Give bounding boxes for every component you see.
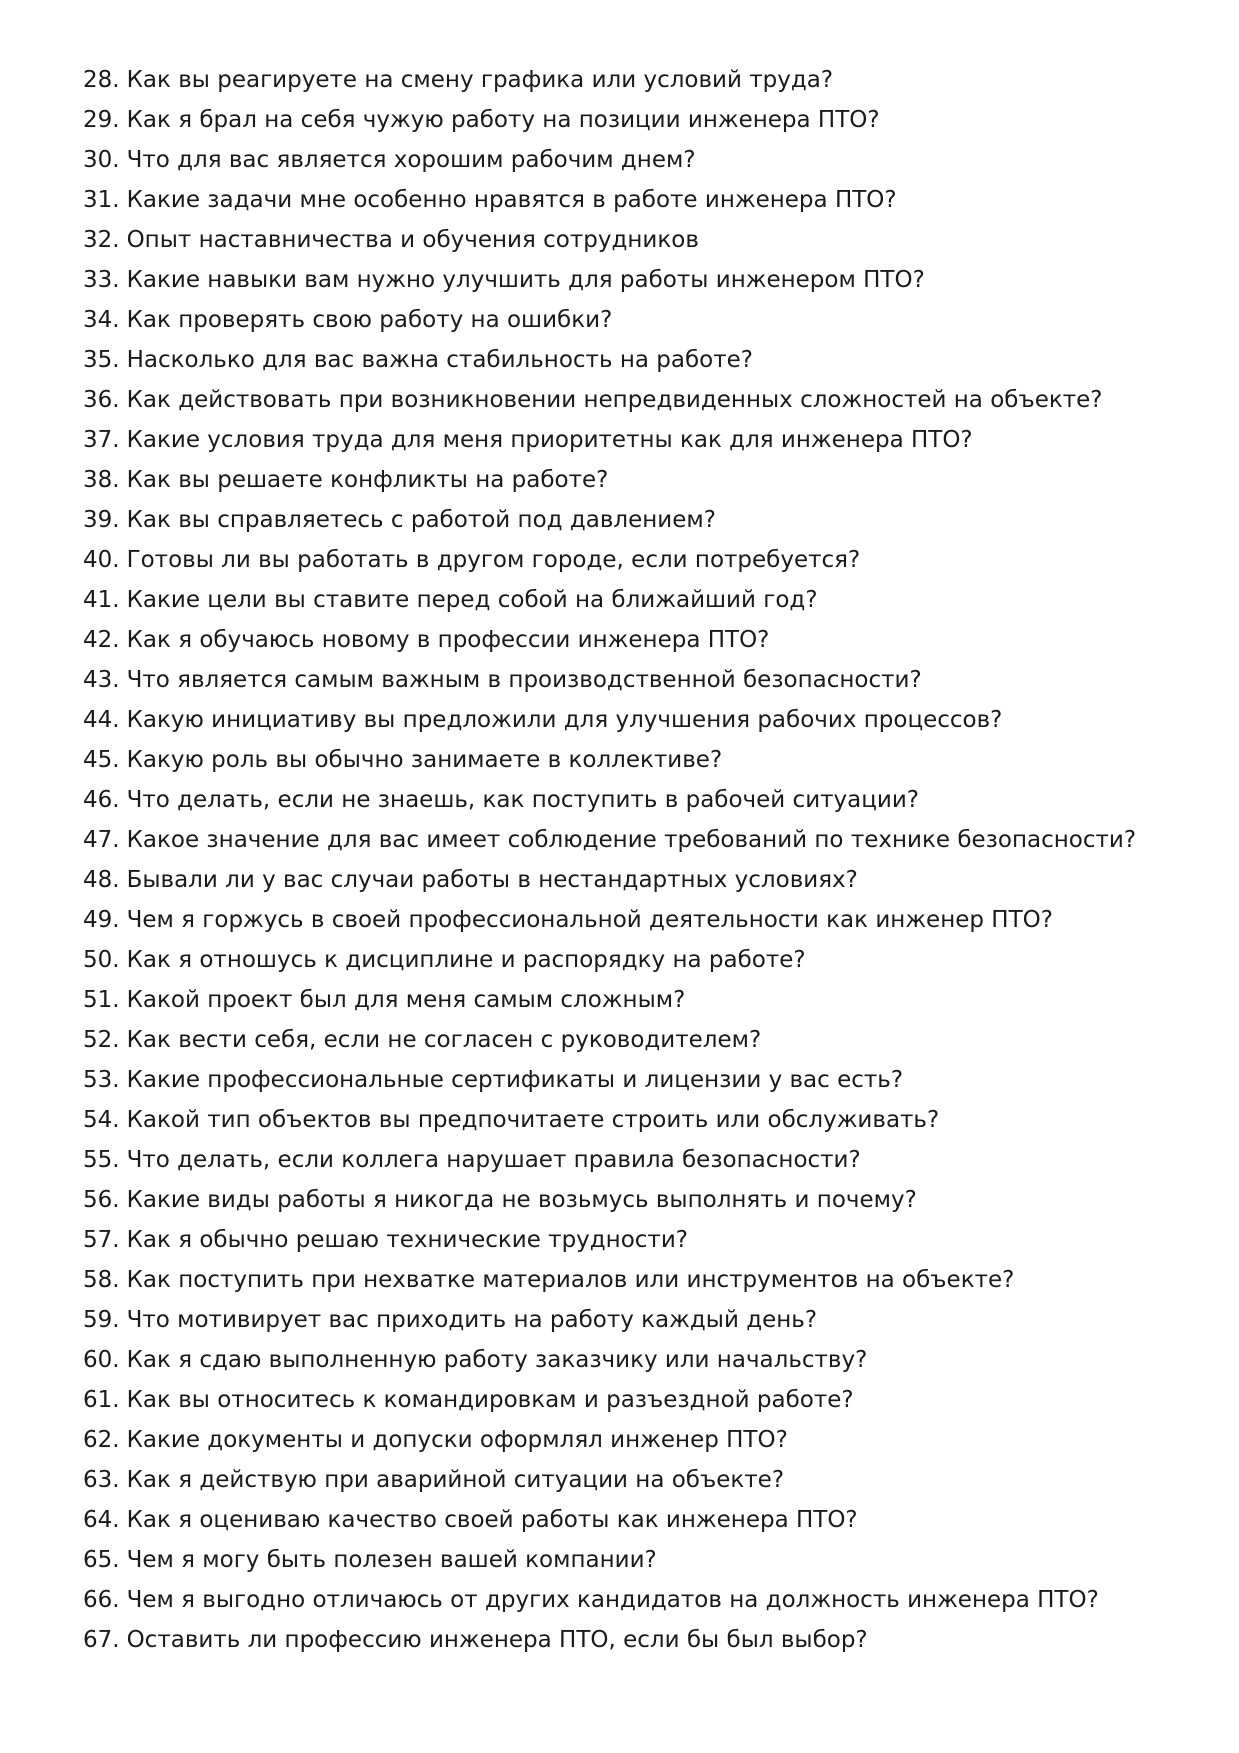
question-text: Чем я могу быть полезен вашей компании? [126, 1547, 657, 1573]
question-number: 32. [83, 227, 120, 253]
question-text: Какие документы и допуски оформлял инженер ПТО? [126, 1427, 788, 1453]
question-number: 54. [83, 1107, 120, 1133]
question-text: Оставить ли профессию инженера ПТО, если бы был выбор? [126, 1627, 868, 1653]
question-text: Как вести себя, если не согласен с руководителем? [126, 1027, 762, 1053]
question-text: Какие цели вы ставите перед собой на ближайший год? [126, 587, 818, 613]
question-number: 41. [83, 587, 120, 613]
list-item [83, 1220, 1183, 1260]
question-text: Какие профессиональные сертификаты и лицензии у вас есть? [126, 1067, 904, 1093]
question-text: Как поступить при нехватке материалов или инструментов на объекте? [126, 1267, 1015, 1293]
question-number: 29. [83, 107, 120, 133]
list-item [83, 1380, 1183, 1420]
list-item [83, 620, 1183, 660]
question-number: 38. [83, 467, 120, 493]
question-text: Чем я выгодно отличаюсь от других кандидатов на должность инженера ПТО? [126, 1587, 1099, 1613]
question-number: 48. [83, 867, 120, 893]
question-number: 50. [83, 947, 120, 973]
question-text: Как проверять свою работу на ошибки? [126, 307, 613, 333]
list-item [83, 1060, 1183, 1100]
question-number: 62. [83, 1427, 120, 1453]
question-number: 57. [83, 1227, 120, 1253]
question-text: Какую инициативу вы предложили для улучшения рабочих процессов? [126, 707, 1003, 733]
list-item [83, 580, 1183, 620]
list-item [83, 700, 1183, 740]
question-text: Какие виды работы я никогда не возьмусь выполнять и почему? [126, 1187, 917, 1213]
list-item [83, 860, 1183, 900]
question-number: 35. [83, 347, 120, 373]
list-item [83, 1620, 1183, 1660]
list-item [83, 300, 1183, 340]
question-text: Как вы решаете конфликты на работе? [126, 467, 609, 493]
list-item [83, 420, 1183, 460]
question-text: Как я отношусь к дисциплине и распорядку на работе? [126, 947, 806, 973]
question-number: 37. [83, 427, 120, 453]
question-list [83, 60, 1183, 1660]
question-text: Бывали ли у вас случаи работы в нестандартных условиях? [126, 867, 858, 893]
question-number: 52. [83, 1027, 120, 1053]
question-number: 42. [83, 627, 120, 653]
question-text: Что для вас является хорошим рабочим днем? [126, 147, 696, 173]
question-number: 36. [83, 387, 120, 413]
question-number: 46. [83, 787, 120, 813]
question-text: Что является самым важным в производственной безопасности? [126, 667, 922, 693]
question-number: 66. [83, 1587, 120, 1613]
question-number: 47. [83, 827, 120, 853]
question-number: 31. [83, 187, 120, 213]
question-text: Какое значение для вас имеет соблюдение требований по технике безопасности? [126, 827, 1137, 853]
list-item [83, 740, 1183, 780]
list-item [83, 180, 1183, 220]
question-number: 55. [83, 1147, 120, 1173]
question-number: 33. [83, 267, 120, 293]
list-item [83, 1020, 1183, 1060]
question-number: 53. [83, 1067, 120, 1093]
question-number: 34. [83, 307, 120, 333]
question-number: 40. [83, 547, 120, 573]
question-text: Как я обучаюсь новому в профессии инженера ПТО? [126, 627, 770, 653]
question-text: Как вы справляетесь с работой под давлением? [126, 507, 716, 533]
question-text: Насколько для вас важна стабильность на работе? [126, 347, 753, 373]
question-text: Как я обычно решаю технические трудности? [126, 1227, 688, 1253]
list-item [83, 100, 1183, 140]
list-item [83, 660, 1183, 700]
question-text: Как вы относитесь к командировкам и разъездной работе? [126, 1387, 854, 1413]
question-number: 63. [83, 1467, 120, 1493]
list-item [83, 540, 1183, 580]
question-number: 58. [83, 1267, 120, 1293]
question-number: 64. [83, 1507, 120, 1533]
question-text: Что делать, если не знаешь, как поступить в рабочей ситуации? [126, 787, 920, 813]
question-text: Какие задачи мне особенно нравятся в работе инженера ПТО? [126, 187, 897, 213]
question-number: 28. [83, 67, 120, 93]
list-item [83, 1500, 1183, 1540]
question-text: Какой проект был для меня самым сложным? [126, 987, 686, 1013]
question-text: Чем я горжусь в своей профессиональной деятельности как инженер ПТО? [126, 907, 1053, 933]
question-text: Готовы ли вы работать в другом городе, если потребуется? [126, 547, 861, 573]
list-item [83, 460, 1183, 500]
question-number: 44. [83, 707, 120, 733]
question-number: 39. [83, 507, 120, 533]
question-number: 56. [83, 1187, 120, 1213]
question-text: Опыт наставничества и обучения сотрудников [126, 227, 699, 253]
list-item [83, 1580, 1183, 1620]
list-item [83, 340, 1183, 380]
question-text: Как вы реагируете на смену графика или условий труда? [126, 67, 834, 93]
list-item [83, 900, 1183, 940]
question-number: 65. [83, 1547, 120, 1573]
list-item [83, 140, 1183, 180]
question-number: 59. [83, 1307, 120, 1333]
list-item [83, 60, 1183, 100]
question-number: 67. [83, 1627, 120, 1653]
list-item [83, 1340, 1183, 1380]
list-item [83, 220, 1183, 260]
list-item [83, 260, 1183, 300]
question-text: Какой тип объектов вы предпочитаете строить или обслуживать? [126, 1107, 940, 1133]
list-item [83, 500, 1183, 540]
question-number: 43. [83, 667, 120, 693]
question-text: Какую роль вы обычно занимаете в коллективе? [126, 747, 723, 773]
list-item [83, 1300, 1183, 1340]
list-item [83, 1260, 1183, 1300]
list-item [83, 940, 1183, 980]
question-text: Как я сдаю выполненную работу заказчику или начальству? [126, 1347, 868, 1373]
question-text: Какие навыки вам нужно улучшить для работы инженером ПТО? [126, 267, 925, 293]
list-item [83, 820, 1183, 860]
question-number: 45. [83, 747, 120, 773]
list-item [83, 1420, 1183, 1460]
question-number: 49. [83, 907, 120, 933]
question-text: Как я оцениваю качество своей работы как инженера ПТО? [126, 1507, 858, 1533]
list-item [83, 380, 1183, 420]
list-item [83, 780, 1183, 820]
list-item [83, 1460, 1183, 1500]
question-text: Как действовать при возникновении непредвиденных сложностей на объекте? [126, 387, 1103, 413]
question-number: 51. [83, 987, 120, 1013]
question-text: Как я брал на себя чужую работу на позиции инженера ПТО? [126, 107, 880, 133]
list-item [83, 1540, 1183, 1580]
list-item [83, 1140, 1183, 1180]
question-number: 60. [83, 1347, 120, 1373]
list-item [83, 1180, 1183, 1220]
list-item [83, 1100, 1183, 1140]
question-number: 61. [83, 1387, 120, 1413]
question-text: Как я действую при аварийной ситуации на объекте? [126, 1467, 785, 1493]
question-text: Что мотивирует вас приходить на работу каждый день? [126, 1307, 818, 1333]
question-number: 30. [83, 147, 120, 173]
question-text: Что делать, если коллега нарушает правила безопасности? [126, 1147, 861, 1173]
list-item [83, 980, 1183, 1020]
question-text: Какие условия труда для меня приоритетны как для инженера ПТО? [126, 427, 973, 453]
